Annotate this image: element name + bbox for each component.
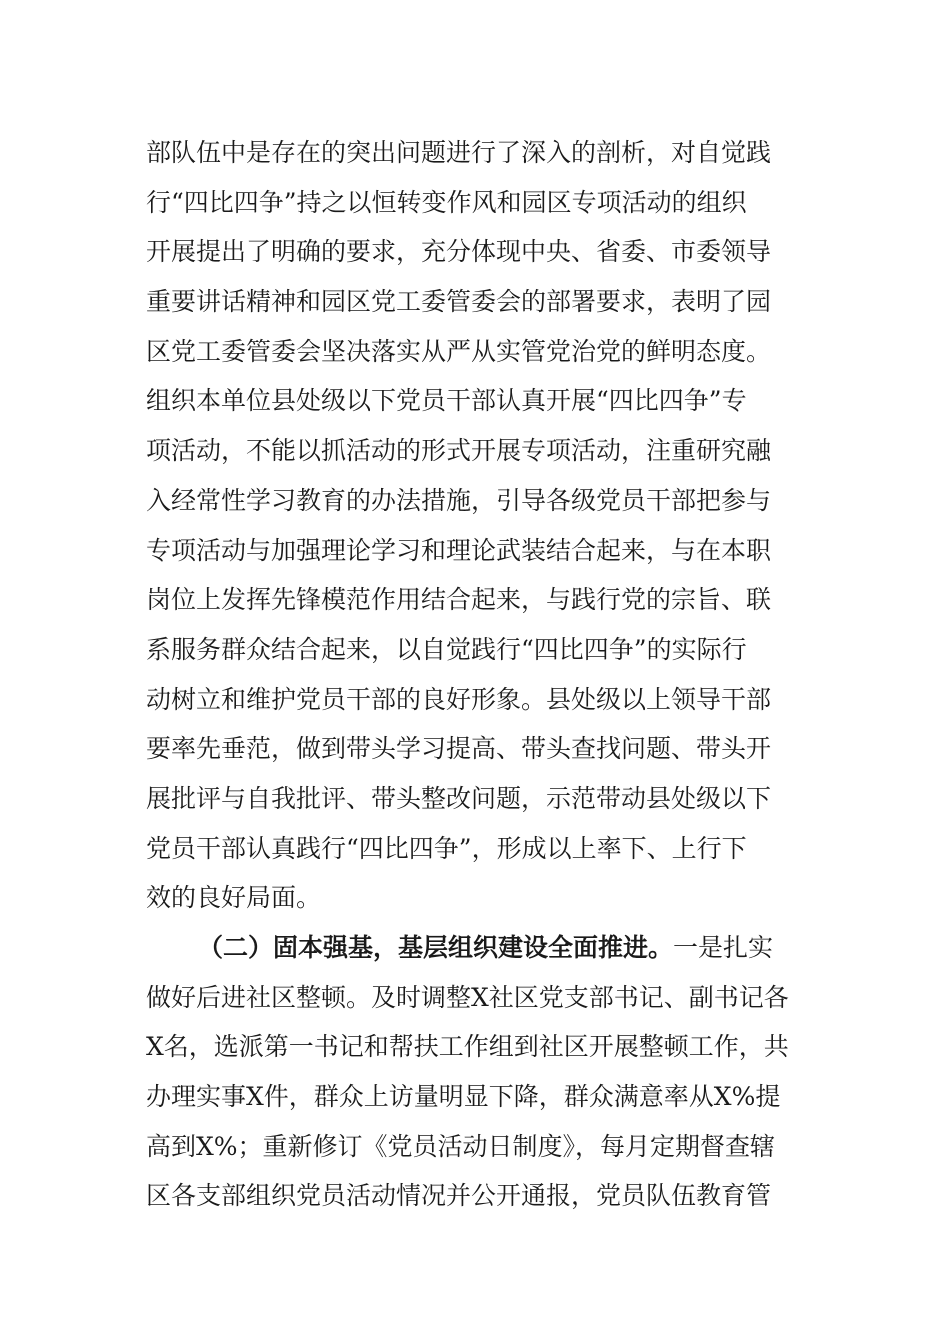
text-line-first — [146, 923, 806, 973]
text-line: 重要讲话精神和园区党工委管委会的部署要求，表明了园 — [146, 287, 772, 317]
text-line: 行“四比四争”持之以恒转变作风和园区专项活动的组织 — [146, 187, 747, 217]
text-line: 党员干部认真践行“四比四争”，形成以上率下、上行下 — [146, 833, 747, 863]
text-line: 区各支部组织党员活动情况并公开通报，党员队伍教育管 — [146, 1181, 772, 1211]
text-line: 开展提出了明确的要求，充分体现中央、省委、市委领导 — [146, 237, 772, 267]
text-line: 系服务群众结合起来，以自觉践行“四比四争”的实际行 — [146, 634, 747, 664]
text-line: 组织本单位县处级以下党员干部认真开展“四比四争”专 — [146, 386, 747, 416]
text-line: 部队伍中是存在的突出问题进行了深入的剖析，对自觉践 — [146, 138, 772, 167]
section-heading: （二）固本强基，基层组织建设全面推进。 — [198, 933, 674, 962]
text-line: 动树立和维护党员干部的良好形象。县处级以上领导干部 — [146, 684, 772, 714]
text-line: 入经常性学习教育的办法措施，引导各级党员干部把参与 — [146, 485, 772, 515]
text-line: 项活动，不能以抓活动的形式开展专项活动，注重研究融 — [146, 436, 772, 466]
paragraph-1 — [146, 128, 806, 923]
text-line: 展批评与自我批评、带头整改问题，示范带动县处级以下 — [146, 783, 772, 813]
section-heading-continuation: 一是扎实 — [673, 933, 774, 962]
text-line: 专项活动与加强理论学习和理论武装结合起来，与在本职 — [146, 535, 772, 565]
text-line: 效的良好局面。 — [146, 883, 322, 913]
text-line: X名，选派第一书记和帮扶工作组到社区开展整顿工作，共 — [146, 1032, 789, 1062]
text-line: 要率先垂范，做到带头学习提高、带头查找问题、带头开 — [146, 734, 772, 764]
text-line: 高到X%；重新修订《党员活动日制度》，每月定期督查辖 — [146, 1131, 776, 1161]
text-line: 做好后进社区整顿。及时调整X社区党支部书记、副书记各 — [146, 982, 789, 1012]
text-line: 办理实事X件，群众上访量明显下降，群众满意率从X%提 — [146, 1082, 781, 1112]
document-body — [146, 128, 806, 1221]
paragraph-2 — [146, 923, 806, 1221]
text-line: 区党工委管委会坚决落实从严从实管党治党的鲜明态度。 — [146, 336, 772, 366]
text-line: 岗位上发挥先锋模范作用结合起来，与践行党的宗旨、联 — [146, 585, 772, 615]
